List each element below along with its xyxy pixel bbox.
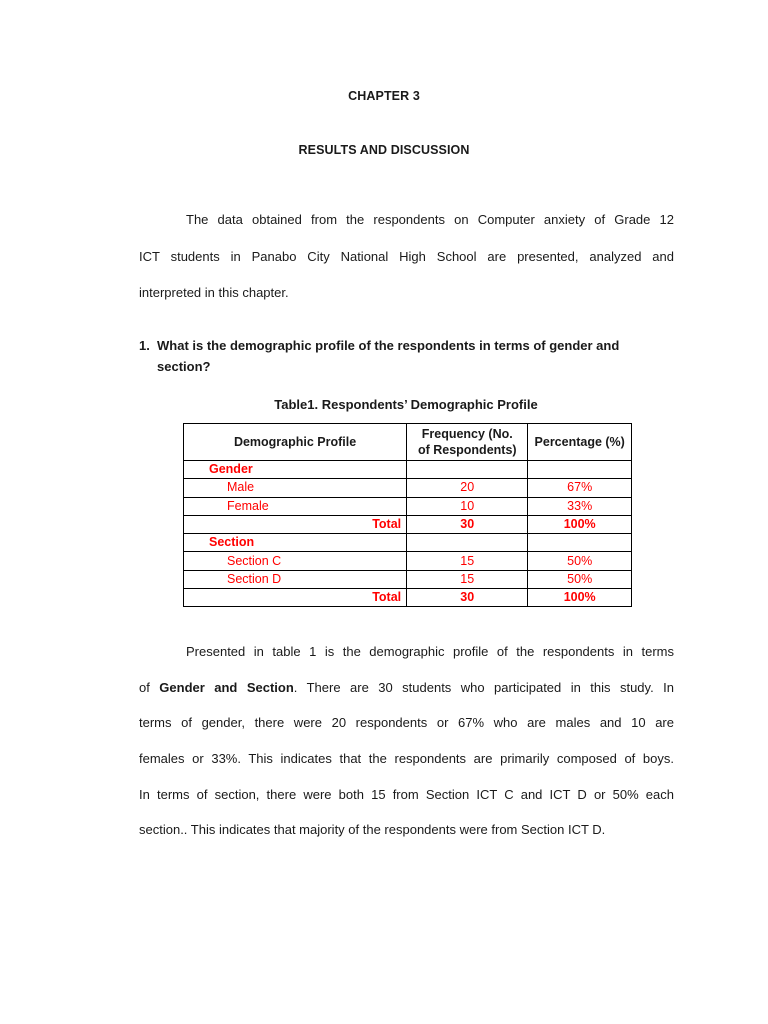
header-frequency-line-1: Frequency (No.	[421, 427, 513, 441]
discussion-line-1: Presented in table 1 is the demographic profile of the respondents in terms	[186, 644, 674, 659]
table-caption: Table1. Respondents’ Demographic Profile	[274, 397, 538, 412]
gender-total-frequency: 30	[407, 515, 528, 533]
intro-line-3: interpreted in this chapter.	[139, 285, 289, 300]
table-row-section-d	[184, 570, 632, 588]
table-header-row	[184, 424, 632, 461]
question-line-1: What is the demographic profile of the respondents in terms of gender and	[157, 338, 620, 353]
section-total-label: Total	[184, 589, 407, 607]
section-d-frequency: 15	[407, 570, 528, 588]
intro-line-2: ICT students in Panabo City National High School are presented, analyzed and	[139, 249, 674, 264]
gender-total-label: Total	[184, 515, 407, 533]
discussion-line-6: section.. This indicates that majority of the respondents were from Section ICT D.	[139, 822, 606, 837]
demographic-profile-table	[183, 423, 632, 607]
gender-group-label: Gender	[184, 461, 407, 479]
table-row-section-total	[184, 589, 632, 607]
table-row-gender-group	[184, 461, 632, 479]
section-group-label: Section	[184, 534, 407, 552]
table-row-female	[184, 497, 632, 515]
section-c-frequency: 15	[407, 552, 528, 570]
male-label: Male	[184, 479, 407, 497]
male-percentage: 67%	[528, 479, 632, 497]
discussion-line-2	[139, 680, 674, 695]
empty-cell	[528, 461, 632, 479]
female-percentage: 33%	[528, 497, 632, 515]
discussion-line-4: females or 33%. This indicates that the respondents are primarily composed of boys.	[139, 751, 674, 766]
section-total-frequency: 30	[407, 589, 528, 607]
chapter-heading: CHAPTER 3	[348, 89, 420, 103]
section-d-label: Section D	[184, 570, 407, 588]
table-row-section-c	[184, 552, 632, 570]
question-line-2: section?	[157, 359, 211, 374]
gender-total-percentage: 100%	[528, 515, 632, 533]
header-percentage: Percentage (%)	[528, 424, 632, 461]
section-total-percentage: 100%	[528, 589, 632, 607]
empty-cell	[407, 461, 528, 479]
female-label: Female	[184, 497, 407, 515]
question-number: 1.	[139, 338, 150, 353]
discussion-line-2-suffix: . There are 30 students who participated in this study. In	[293, 680, 674, 695]
discussion-line-3: terms of gender, there were 20 respondents or 67% who are males and 10 are	[139, 715, 674, 730]
empty-cell	[528, 534, 632, 552]
table-row-gender-total	[184, 515, 632, 533]
header-frequency	[407, 424, 528, 461]
intro-line-1: The data obtained from the respondents on Computer anxiety of Grade 12	[186, 212, 674, 227]
discussion-line-2-prefix: of	[139, 680, 160, 695]
header-frequency-line-2: of Respondents)	[417, 443, 517, 457]
female-frequency: 10	[407, 497, 528, 515]
header-demographic-profile: Demographic Profile	[184, 424, 407, 461]
table-row-section-group	[184, 534, 632, 552]
section-c-percentage: 50%	[528, 552, 632, 570]
empty-cell	[407, 534, 528, 552]
discussion-line-5: In terms of section, there were both 15 from Section ICT C and ICT D or 50% each	[139, 787, 674, 802]
discussion-line-2-bold: Gender and Section	[159, 680, 294, 695]
table-row-male	[184, 479, 632, 497]
section-d-percentage: 50%	[528, 570, 632, 588]
section-c-label: Section C	[184, 552, 407, 570]
section-title: RESULTS AND DISCUSSION	[298, 143, 470, 157]
male-frequency: 20	[407, 479, 528, 497]
